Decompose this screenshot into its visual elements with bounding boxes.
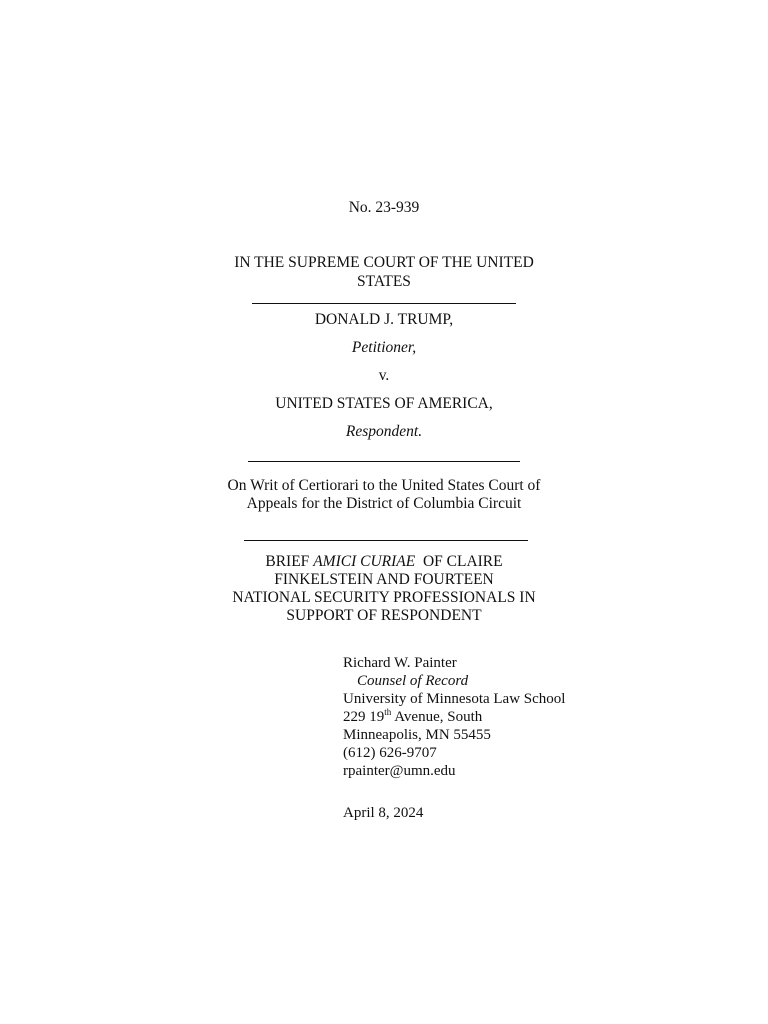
versus: v. <box>378 367 390 384</box>
counsel-name: Richard W. Painter <box>343 655 457 671</box>
petitioner-name: DONALD J. TRUMP, <box>314 311 454 328</box>
divider-rule <box>248 461 520 462</box>
street-number: 229 19 <box>343 709 385 725</box>
brief-title-line-3: NATIONAL SECURITY PROFESSIONALS IN <box>232 589 536 606</box>
docket-number: No. 23-939 <box>348 199 420 216</box>
court-title-line-1: IN THE SUPREME COURT OF THE UNITED <box>234 254 534 271</box>
counsel-block <box>343 654 723 780</box>
petitioner-role: Petitioner, <box>351 339 417 356</box>
writ-line-1: On Writ of Certiorari to the United States Court of <box>227 477 541 494</box>
brief-title-line-4: SUPPORT OF RESPONDENT <box>286 607 482 624</box>
respondent-role: Respondent. <box>345 423 423 440</box>
writ-line-2: Appeals for the District of Columbia Circuit <box>246 495 522 512</box>
counsel-email: rpainter@umn.edu <box>343 763 456 779</box>
counsel-title: Counsel of Record <box>357 673 469 689</box>
amici-curiae: AMICI CURIAE <box>313 553 416 570</box>
counsel-city: Minneapolis, MN 55455 <box>343 727 491 743</box>
brief-prefix: BRIEF <box>265 553 314 570</box>
counsel-institution: University of Minnesota Law School <box>343 691 566 707</box>
brief-line-1-suffix: OF CLAIRE <box>415 553 503 570</box>
brief-title-line-1 <box>0 552 768 571</box>
counsel-phone: (612) 626-9707 <box>343 745 437 761</box>
filing-date: April 8, 2024 <box>343 805 424 821</box>
street-ordinal: th <box>384 707 392 717</box>
respondent-name: UNITED STATES OF AMERICA, <box>275 395 493 412</box>
street-rest: Avenue, South <box>391 709 483 725</box>
court-title-line-2: STATES <box>357 273 411 290</box>
divider-rule <box>244 540 528 541</box>
counsel-street <box>343 708 723 726</box>
divider-rule <box>252 303 516 304</box>
brief-title-line-2: FINKELSTEIN AND FOURTEEN <box>274 571 494 588</box>
